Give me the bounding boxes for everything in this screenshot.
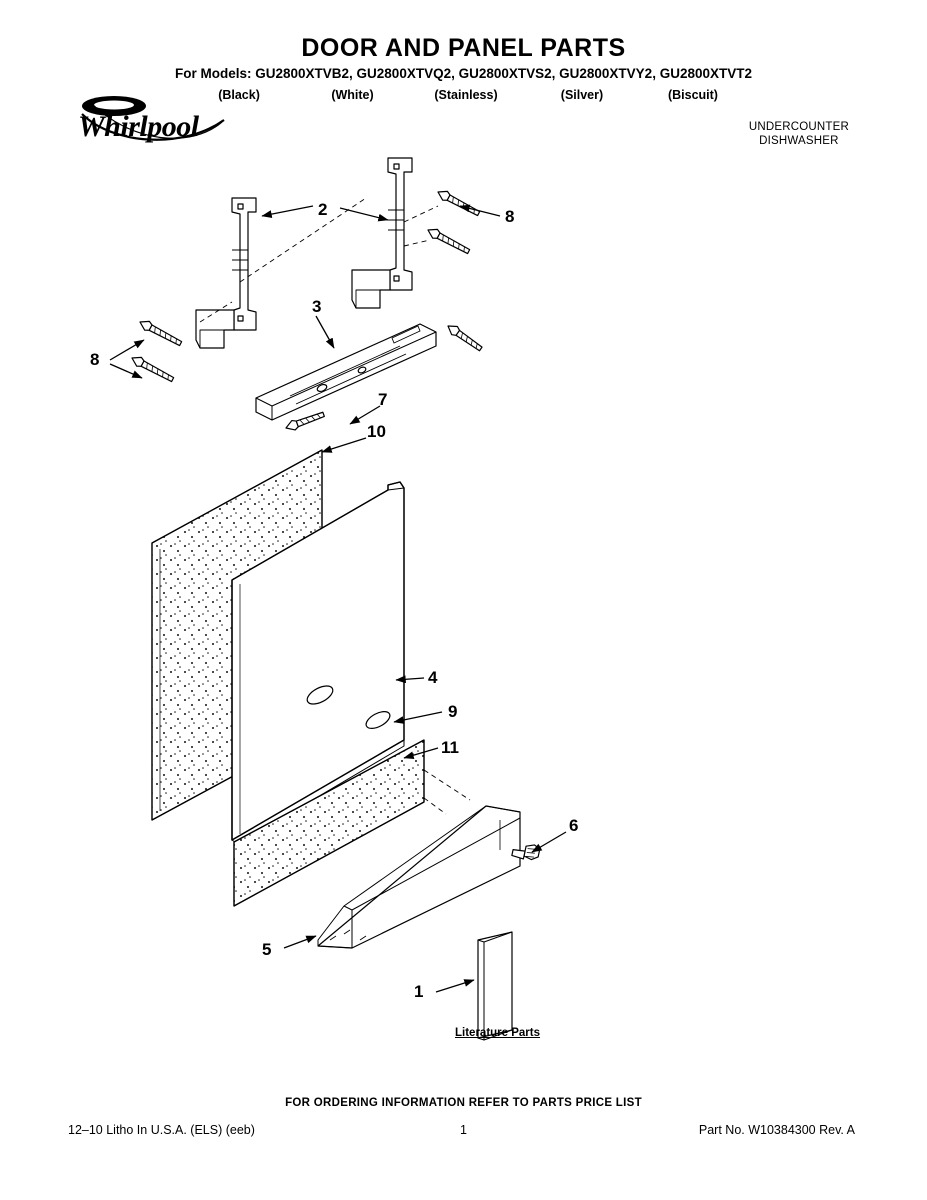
callout-9: 9: [448, 702, 458, 721]
part-8-screws-left: [130, 318, 183, 384]
callout-5: 5: [262, 940, 272, 959]
part-3-mounting-rail: [256, 324, 436, 420]
color-variant-stainless: (Stainless): [434, 88, 498, 102]
models-line: For Models: GU2800XTVB2, GU2800XTVQ2, GU2800XTVS2, GU2800XTVY2, GU2800XTVT2: [175, 66, 752, 81]
callout-11: 11: [441, 738, 459, 757]
appliance-type-line1: UNDERCOUNTER: [748, 121, 849, 133]
exploded-diagram: [0, 150, 927, 1070]
callout-3: 3: [312, 297, 322, 316]
callout-8-left: 8: [90, 350, 100, 369]
whirlpool-logo: [72, 92, 232, 154]
color-variant-silver: (Silver): [560, 88, 604, 102]
callout-1: 1: [414, 982, 424, 1001]
appliance-type-line2: DISHWASHER: [759, 135, 839, 147]
appliance-type: [749, 120, 849, 148]
callout-7: 7: [378, 390, 388, 409]
part-1-literature: [478, 932, 512, 1040]
whirlpool-wordmark: Whirlpool: [78, 110, 199, 143]
callout-2: 2: [318, 200, 328, 219]
footer-page-number: 1: [460, 1123, 467, 1137]
color-variant-white: (White): [331, 88, 374, 102]
callout-6: 6: [569, 816, 579, 835]
color-variant-biscuit: (Biscuit): [667, 88, 718, 102]
footer-print-info: 12–10 Litho In U.S.A. (ELS) (eeb): [68, 1123, 255, 1137]
footer-part-number: Part No. W10384300 Rev. A: [698, 1123, 855, 1137]
part-7-screw-right: [445, 322, 484, 353]
ordering-info: FOR ORDERING INFORMATION REFER TO PARTS PRICE LIST: [285, 1097, 642, 1109]
callout-10: 10: [367, 422, 386, 441]
part-8-screws-right: [426, 188, 481, 256]
color-variant-black: (Black): [218, 88, 260, 102]
part-7-screw-left: [284, 410, 325, 433]
literature-parts-label: Literature Parts: [455, 1027, 541, 1039]
callout-4: 4: [428, 668, 438, 687]
part-2-right-bracket: [352, 158, 412, 308]
diagram-svg: [0, 150, 927, 1070]
page-title: DOOR AND PANEL PARTS: [301, 34, 626, 62]
part-2-left-bracket: [196, 198, 256, 348]
callout-8-right: 8: [505, 207, 515, 226]
